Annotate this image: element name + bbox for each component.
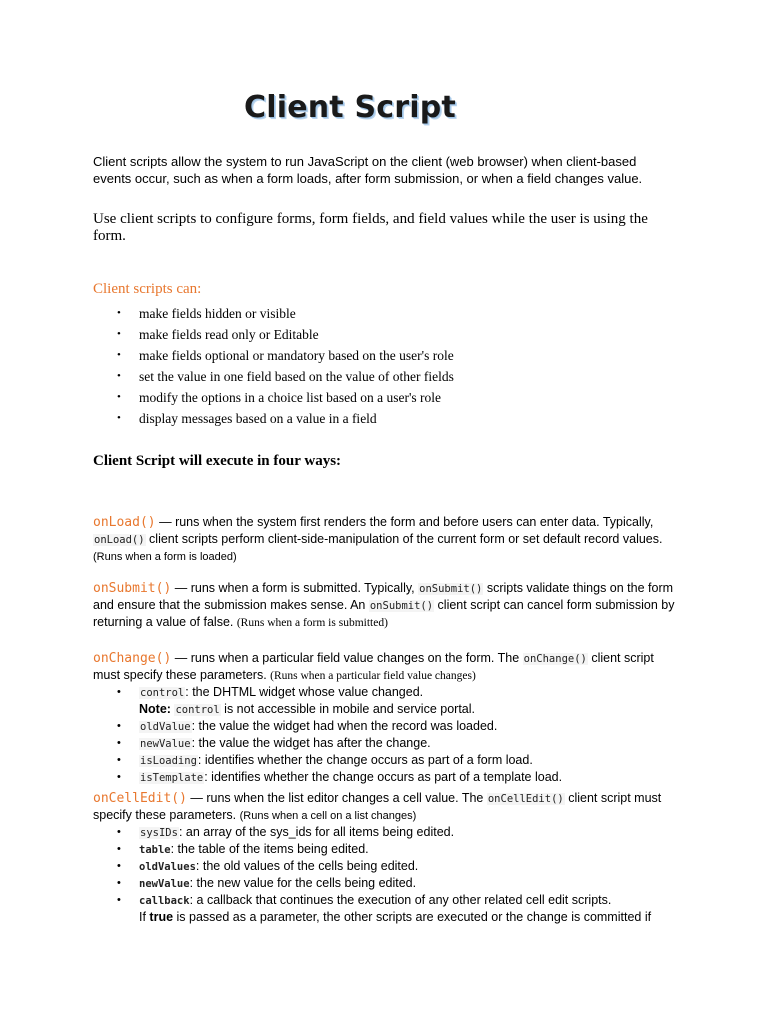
inline-code: control — [175, 704, 220, 716]
inline-code: onSubmit() — [419, 583, 483, 595]
onload-note: (Runs when a form is loaded) — [93, 551, 237, 563]
onload-text-2: client scripts perform client-side-manipulation of the current form or set default record values. — [145, 532, 663, 546]
continuation-text-2: is passed as a parameter, the other scripts are executed or the change is committed if — [173, 910, 652, 924]
parameter-description: : an array of the sys_ids for all items being edited. — [178, 825, 455, 839]
list-item: • make fields hidden or visible — [93, 303, 454, 324]
parameter-description: : a callback that continues the execution of any other related cell edit scripts. — [189, 893, 612, 907]
onsubmit-text-3: client script can cancel form submission by returning a value of false. — [93, 598, 675, 629]
onsubmit-note: (Runs when a form is submitted) — [236, 617, 388, 629]
capabilities-heading: Client scripts can: — [93, 281, 202, 297]
onload-function-name: onLoad() — [93, 515, 156, 530]
oncelledit-note: (Runs when a cell on a list changes) — [239, 810, 417, 822]
inline-code: onCellEdit() — [487, 793, 564, 805]
list-item — [93, 841, 678, 858]
parameter-name: isTemplate — [140, 772, 204, 784]
inline-code: onLoad() — [94, 534, 145, 546]
parameter-description: : the value the widget had when the record was loaded. — [191, 719, 498, 733]
note-label: Note: — [139, 702, 171, 716]
onsubmit-section — [93, 580, 678, 631]
page-title: Client Script — [244, 90, 456, 125]
parameter-description: : the table of the items being edited. — [170, 842, 369, 856]
onchange-function-name: onChange() — [93, 651, 172, 666]
parameter-name: newValue — [139, 878, 190, 890]
parameter-description: : the new value for the cells being edited. — [189, 876, 417, 890]
inline-code: onSubmit() — [369, 600, 434, 612]
parameter-description: : the old values of the cells being edited. — [195, 859, 419, 873]
onchange-section — [93, 650, 678, 786]
onchange-text-2: client script must specify these parameters. — [93, 651, 654, 682]
continuation-text: If — [139, 910, 150, 924]
list-item: • modify the options in a choice list based on a user's role — [93, 387, 454, 408]
onsubmit-text-2: scripts validate things on the form and ensure that the submission makes sense. An — [93, 581, 674, 612]
onload-text: — runs when the system first renders the form and before users can enter data. Typically, — [155, 515, 654, 529]
list-item — [93, 718, 678, 735]
list-item: • make fields optional or mandatory based on the user's role — [93, 345, 454, 366]
list-item — [93, 824, 678, 841]
parameter-description: : identifies whether the change occurs as part of a form load. — [197, 753, 533, 767]
onchange-text: — runs when a particular field value changes on the form. The — [171, 651, 523, 665]
parameter-name: oldValues — [139, 861, 196, 873]
parameter-name: isLoading — [140, 755, 197, 767]
inline-code: onChange() — [523, 653, 587, 665]
intro-paragraph-2: Use client scripts to configure forms, form fields, and field values while the user is using the form. — [93, 211, 648, 244]
onsubmit-text: — runs when a form is submitted. Typically, — [171, 581, 419, 595]
parameter-name: newValue — [140, 738, 191, 750]
onchange-note: (Runs when a particular field value changes) — [270, 670, 476, 682]
oncelledit-section — [93, 790, 678, 925]
parameter-description: : identifies whether the change occurs as part of a template load. — [204, 770, 563, 784]
list-item: • display messages based on a value in a field — [93, 408, 454, 429]
list-item — [93, 858, 678, 875]
parameter-description: : the value the widget has after the change. — [191, 736, 431, 750]
intro-paragraph: Client scripts allow the system to run JavaScript on the client (web browser) when client-based events occur, such as when a form loads, after form submission, or when a field changes value. — [93, 154, 643, 186]
list-item — [93, 752, 678, 769]
oncelledit-parameter-list — [93, 824, 678, 925]
oncelledit-function-name: onCellEdit() — [93, 791, 187, 806]
oncelledit-text: — runs when the list editor changes a cell value. The — [186, 791, 487, 805]
onsubmit-function-name: onSubmit() — [93, 581, 172, 596]
parameter-name: oldValue — [140, 721, 191, 733]
parameter-name: table — [139, 844, 171, 856]
note-text: is not accessible in mobile and service portal. — [220, 702, 475, 716]
onchange-parameter-list — [93, 684, 678, 786]
oncelledit-text-2: client script must specify these parameters. — [93, 791, 662, 822]
parameter-description: : the DHTML widget whose value changed. — [185, 685, 424, 699]
list-item — [93, 684, 678, 718]
list-item — [93, 735, 678, 752]
list-item — [93, 875, 678, 892]
execution-heading: Client Script will execute in four ways: — [93, 453, 342, 469]
list-item: • set the value in one field based on the value of other fields — [93, 366, 454, 387]
onchange-description — [93, 650, 678, 684]
onload-section — [93, 514, 678, 565]
list-item — [93, 769, 678, 786]
parameter-name: sysIDs — [140, 827, 178, 839]
parameter-name: control — [140, 687, 185, 699]
list-item — [93, 892, 678, 925]
capabilities-list — [93, 303, 454, 429]
list-item: • make fields read only or Editable — [93, 324, 454, 345]
parameter-name: callback — [139, 895, 190, 907]
bold-term: true — [149, 910, 174, 924]
oncelledit-description — [93, 790, 678, 824]
